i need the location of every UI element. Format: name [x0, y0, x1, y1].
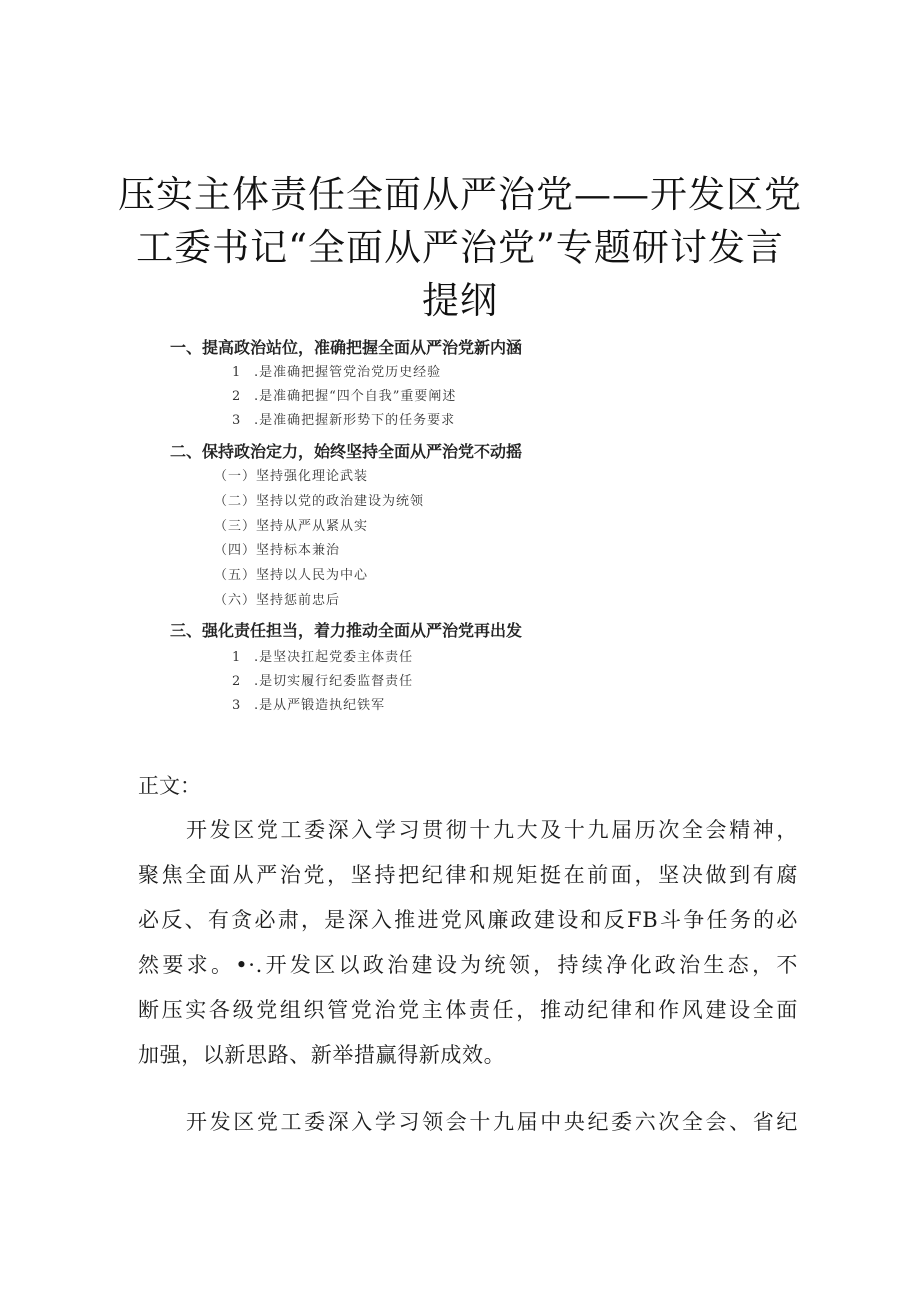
title-line-1: 压实主体责任全面从严治党——开发区党 [118, 173, 802, 216]
document-title [100, 168, 820, 327]
outline-heading-3: 三、强化责任担当，着力推动全面从严治党再出发 [170, 621, 523, 640]
outline-item [232, 673, 413, 691]
outline-heading-1: 一、提高政治站位，准确把握全面从严治党新内涵 [170, 338, 523, 357]
body-paragraph-1 [138, 808, 798, 1078]
outline-item: （二）坚持以党的政治建设为统领 [214, 494, 425, 509]
item-text: .是从严锻造执纪铁军 [254, 698, 386, 713]
item-number: 1 [232, 365, 242, 380]
title-line-2: 工委书记“全面从严治党”专题研讨发言 [136, 226, 784, 269]
item-text: .是坚决扛起党委主体责任 [254, 650, 414, 665]
outline-item: （五）坚持以人民为中心 [214, 568, 369, 583]
item-number: 1 [232, 650, 242, 665]
outline-item [232, 364, 441, 382]
item-text: .是准确把握新形势下的任务要求 [254, 413, 456, 428]
paragraph-line: 聚焦全面从严治党，坚持把纪律和规矩挺在前面，坚决做到有腐 [138, 863, 798, 887]
item-number: 3 [232, 698, 242, 713]
outline-item: （六）坚持惩前忠后 [214, 593, 341, 608]
item-text: .是准确把握“四个自我”重要阐述 [254, 389, 457, 404]
outline-item: （一）坚持强化理论武装 [214, 469, 369, 484]
body-paragraph-2 [138, 1100, 798, 1145]
paragraph-line: 开发区党工委深入学习贯彻十九大及十九届历次全会精神， [186, 818, 798, 842]
outline-item [232, 412, 455, 430]
outline-item: （四）坚持标本兼治 [214, 543, 341, 558]
outline-item [232, 697, 385, 715]
paragraph-line: 必反、有贪必肃，是深入推进党风廉政建设和反FB斗争任务的必 [138, 908, 798, 932]
title-line-3: 提纲 [422, 279, 498, 322]
outline-item [232, 649, 413, 667]
outline-item: （三）坚持从严从紧从实 [214, 519, 369, 534]
paragraph-line: 然要求。•·.开发区以政治建设为统领，持续净化政治生态，不 [138, 953, 798, 977]
item-number: 2 [232, 674, 242, 689]
paragraph-line: 断压实各级党组织管党治党主体责任，推动纪律和作风建设全面 [138, 998, 798, 1022]
outline-heading-2: 二、保持政治定力，始终坚持全面从严治党不动摇 [170, 442, 523, 461]
body-label: 正文： [138, 774, 201, 798]
item-number: 3 [232, 413, 242, 428]
item-text: .是准确把握管党治党历史经验 [254, 365, 442, 380]
item-text: .是切实履行纪委监督责任 [254, 674, 414, 689]
paragraph-line: 加强，以新思路、新举措赢得新成效。 [138, 1043, 506, 1067]
outline-item [232, 388, 456, 406]
paragraph-line: 开发区党工委深入学习领会十九届中央纪委六次全会、省纪 [186, 1110, 798, 1134]
item-number: 2 [232, 389, 242, 404]
